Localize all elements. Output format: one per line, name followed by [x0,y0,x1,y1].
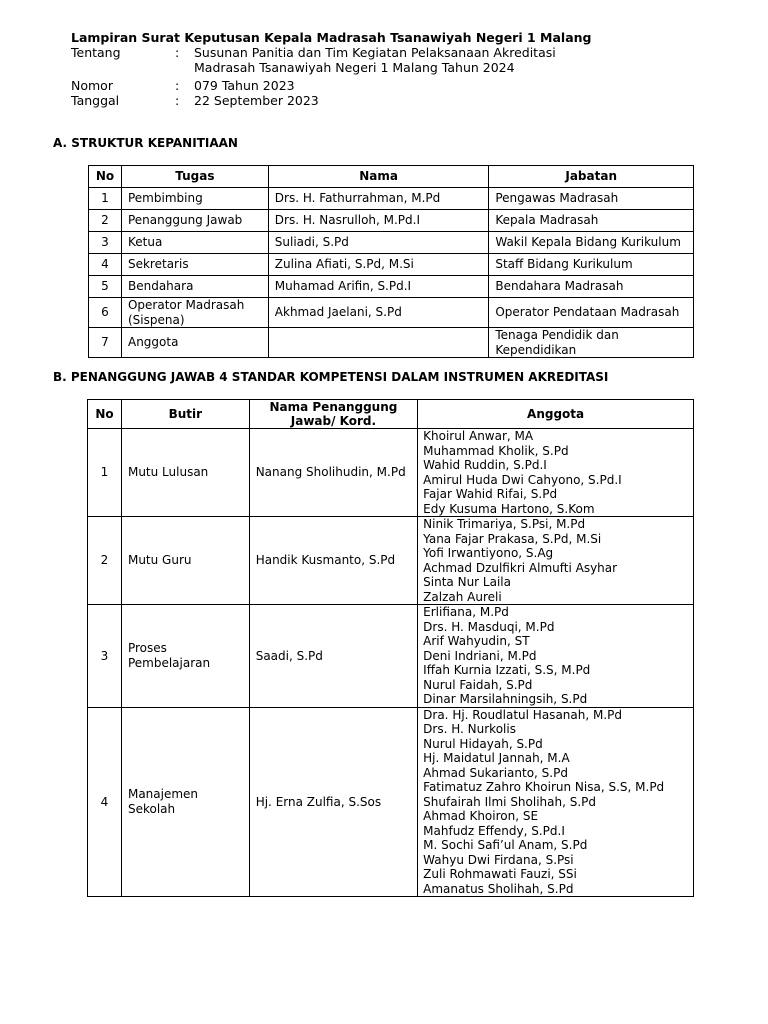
tugas-cell: Penanggung Jawab [121,210,268,232]
nama-cell: Drs. H. Fathurrahman, M.Pd [268,188,489,210]
table-row [88,707,694,897]
column-header: Tugas [121,166,268,188]
table-row [89,232,694,254]
tugas-cell: Pembimbing [121,188,268,210]
nomor-label: Nomor [71,78,113,93]
coordinator-cell: Handik Kusmanto, S.Pd [249,517,417,605]
column-header: Butir [121,400,249,429]
column-header: No [88,400,122,429]
table-row [89,328,694,358]
member-name: Muhammad Kholik, S.Pd [423,443,569,458]
coordinator-cell: Hj. Erna Zulfia, S.Sos [249,707,417,897]
column-header: Nama [268,166,489,188]
butir-cell: Mutu Lulusan [121,429,249,517]
member-name: Iffah Kurnia Izzati, S.S, M.Pd [423,663,591,677]
colon: : [175,45,180,60]
member-name: Arif Wahyudin, ST [423,634,530,648]
member-name: Ahmad Sukarianto, S.Pd [423,765,568,780]
row-number: 1 [89,188,122,210]
member-name: Dinar Marsilahningsih, S.Pd [423,692,588,706]
member-name: Erlifiana, M.Pd [423,605,509,619]
jabatan-cell: Operator Pendataan Madrasah [489,298,694,328]
jabatan-cell: Bendahara Madrasah [489,276,694,298]
member-name: Edy Kusuma Hartono, S.Kom [423,501,595,516]
nama-cell: Drs. H. Nasrulloh, M.Pd.I [268,210,489,232]
anggota-cell [418,605,694,708]
row-number: 4 [89,254,122,276]
member-name: Ahmad Khoiron, SE [423,809,539,823]
section-a-heading: A. STRUKTUR KEPANITIAAN [53,136,238,150]
column-header: No [89,166,122,188]
nama-cell: Muhamad Arifin, S.Pd.I [268,276,489,298]
member-name: Wahid Ruddin, S.Pd.I [423,458,547,472]
tanggal-value: 22 September 2023 [194,93,319,108]
row-number: 5 [89,276,122,298]
jabatan-cell: Kepala Madrasah [489,210,694,232]
table-header-row [89,166,694,188]
member-name: Dra. Hj. Roudlatul Hasanah, M.Pd [423,707,623,722]
nama-cell: Zulina Afiati, S.Pd, M.Si [268,254,489,276]
member-name: Fajar Wahid Rifai, S.Pd [423,487,558,501]
tentang-label: Tentang [71,45,121,60]
member-name: Sinta Nur Laila [423,575,511,589]
member-name: Drs. H. Masduqi, M.Pd [423,619,555,634]
column-header: Jabatan [489,166,694,188]
member-name: Nurul Hidayah, S.Pd [423,736,543,751]
document-title: Lampiran Surat Keputusan Kepala Madrasah Tsanawiyah Negeri 1 Malang [71,30,592,45]
table-row [88,517,694,605]
colon: : [175,93,180,108]
coordinator-cell: Saadi, S.Pd [249,605,417,708]
tugas-cell: Ketua [121,232,268,254]
member-name: Hj. Maidatul Jannah, M.A [423,751,570,765]
anggota-cell [418,429,694,517]
table-row [89,210,694,232]
nama-cell: Akhmad Jaelani, S.Pd [268,298,489,328]
table-header-row [88,400,694,429]
nama-cell [268,328,489,358]
jabatan-cell: Pengawas Madrasah [489,188,694,210]
member-name: Fatimatuz Zahro Khoirun Nisa, S.S, M.Pd [423,780,665,794]
row-number: 3 [88,605,122,708]
nama-cell: Suliadi, S.Pd [268,232,489,254]
butir-cell: Proses Pembelajaran [121,605,249,708]
coordinator-cell: Nanang Sholihudin, M.Pd [249,429,417,517]
competency-standards-table [87,399,694,897]
table-row [88,429,694,517]
member-name: Wahyu Dwi Firdana, S.Psi [423,852,574,867]
jabatan-cell: Wakil Kepala Bidang Kurikulum [489,232,694,254]
member-name: M. Sochi Safi’ul Anam, S.Pd [423,838,588,852]
member-name: Yana Fajar Prakasa, S.Pd, M.Si [423,531,602,546]
tugas-cell: Bendahara [121,276,268,298]
table-row [89,298,694,328]
tugas-cell: Operator Madrasah (Sispena) [121,298,268,328]
butir-cell: Manajemen Sekolah [121,707,249,897]
member-name: Ninik Trimariya, S.Psi, M.Pd [423,517,586,531]
tentang-value-line1: Susunan Panitia dan Tim Kegiatan Pelaksanaan Akreditasi [194,45,556,60]
member-name: Deni Indriani, M.Pd [423,648,537,663]
table-row [89,276,694,298]
member-name: Zalzah Aureli [423,589,502,604]
row-number: 7 [89,328,122,358]
row-number: 2 [89,210,122,232]
member-name: Shufairah Ilmi Sholihah, S.Pd [423,794,597,809]
member-name: Yofi Irwantiyono, S.Ag [423,546,554,560]
colon: : [175,78,180,93]
row-number: 1 [88,429,122,517]
tugas-cell: Sekretaris [121,254,268,276]
member-name: Drs. H. Nurkolis [423,722,516,736]
jabatan-cell: Tenaga Pendidik dan Kependidikan [489,328,694,358]
member-name: Zuli Rohmawati Fauzi, SSi [423,867,577,881]
member-name: Khoirul Anwar, MA [423,429,534,443]
anggota-cell [418,517,694,605]
section-b-heading: B. PENANGGUNG JAWAB 4 STANDAR KOMPETENSI DALAM INSTRUMEN AKREDITASI [53,370,609,384]
table-row [89,188,694,210]
row-number: 2 [88,517,122,605]
row-number: 4 [88,707,122,897]
tentang-value-line2: Madrasah Tsanawiyah Negeri 1 Malang Tahun 2024 [194,60,515,75]
row-number: 6 [89,298,122,328]
member-name: Mahfudz Effendy, S.Pd.I [423,823,565,838]
anggota-cell [418,707,694,897]
butir-cell: Mutu Guru [121,517,249,605]
jabatan-cell: Staff Bidang Kurikulum [489,254,694,276]
committee-structure-table [88,165,694,358]
column-header: Nama Penanggung Jawab/ Kord. [249,400,417,429]
member-name: Nurul Faidah, S.Pd [423,677,533,692]
member-name: Achmad Dzulfikri Almufti Asyhar [423,560,618,575]
table-row [89,254,694,276]
tugas-cell: Anggota [121,328,268,358]
member-name: Amirul Huda Dwi Cahyono, S.Pd.I [423,472,622,487]
table-row [88,605,694,708]
tanggal-label: Tanggal [71,93,120,108]
column-header: Anggota [418,400,694,429]
member-name: Amanatus Sholihah, S.Pd [423,881,574,896]
row-number: 3 [89,232,122,254]
nomor-value: 079 Tahun 2023 [194,78,295,93]
